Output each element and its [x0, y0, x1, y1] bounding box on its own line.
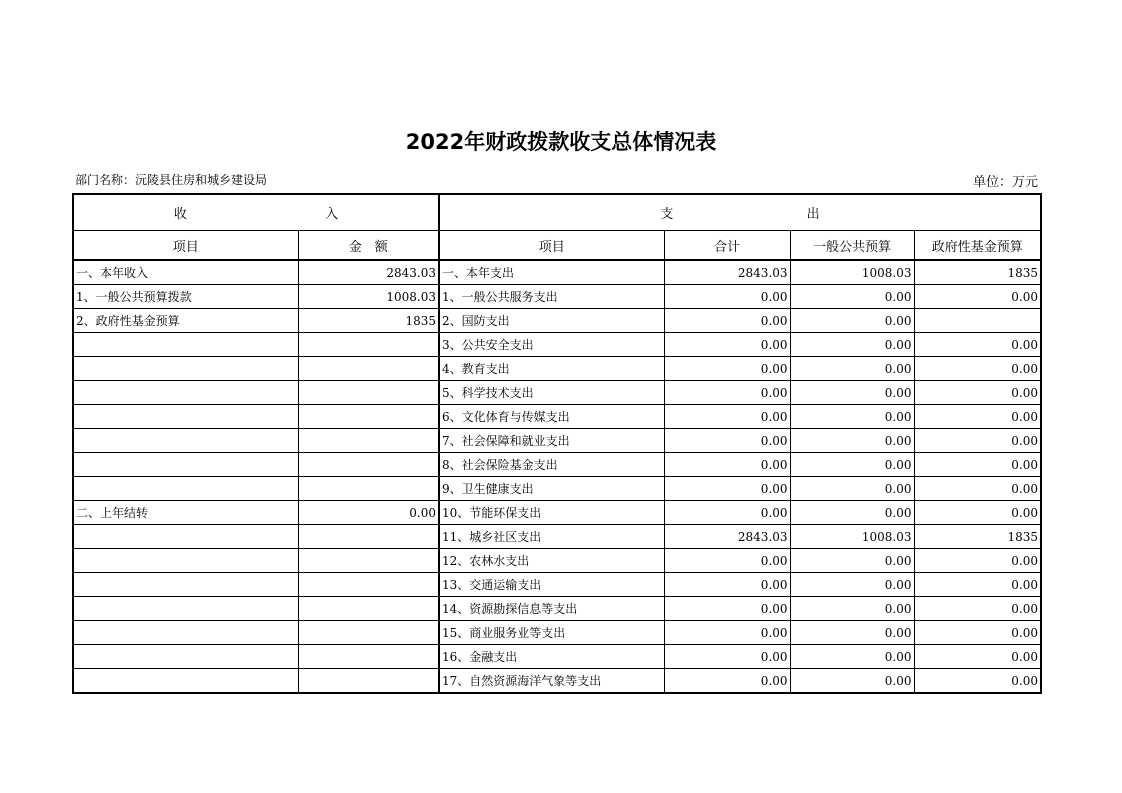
table-row — [73, 621, 1041, 645]
table-row — [73, 453, 1041, 477]
income-amount-cell — [298, 453, 439, 477]
total-cell: 0.00 — [664, 621, 790, 645]
col-header-income-item: 项目 — [73, 231, 298, 261]
income-header-right: 入 — [325, 207, 339, 222]
table-row — [73, 260, 1041, 285]
income-amount-cell — [298, 669, 439, 694]
income-amount-cell — [298, 477, 439, 501]
fund-budget-cell: 0.00 — [914, 453, 1041, 477]
income-item-cell: 2、政府性基金预算 — [73, 309, 298, 333]
general-budget-cell: 0.00 — [790, 333, 914, 357]
expense-item-cell: 9、卫生健康支出 — [439, 477, 664, 501]
total-cell: 0.00 — [664, 285, 790, 309]
expense-item-cell: 一、本年支出 — [439, 260, 664, 285]
fund-budget-cell: 0.00 — [914, 549, 1041, 573]
general-budget-cell: 0.00 — [790, 357, 914, 381]
table-row — [73, 573, 1041, 597]
general-budget-cell: 0.00 — [790, 645, 914, 669]
unit-label: 单位：万元 — [972, 175, 1038, 190]
income-item-cell — [73, 597, 298, 621]
general-budget-cell: 1008.03 — [790, 260, 914, 285]
expense-item-cell: 8、社会保险基金支出 — [439, 453, 664, 477]
income-item-cell — [73, 405, 298, 429]
table-row — [73, 669, 1041, 694]
general-budget-cell: 0.00 — [790, 621, 914, 645]
total-cell: 0.00 — [664, 669, 790, 694]
income-amount-cell — [298, 357, 439, 381]
fund-budget-cell: 0.00 — [914, 381, 1041, 405]
income-amount-cell — [298, 381, 439, 405]
table-row — [73, 285, 1041, 309]
general-budget-cell: 0.00 — [790, 669, 914, 694]
expense-item-cell: 17、自然资源海洋气象等支出 — [439, 669, 664, 694]
section-header-row — [73, 194, 1041, 231]
general-budget-cell: 0.00 — [790, 501, 914, 525]
total-cell: 0.00 — [664, 453, 790, 477]
expense-item-cell: 15、商业服务业等支出 — [439, 621, 664, 645]
income-amount-cell — [298, 405, 439, 429]
general-budget-cell: 0.00 — [790, 597, 914, 621]
expense-item-cell: 3、公共安全支出 — [439, 333, 664, 357]
col-header-total: 合计 — [664, 231, 790, 261]
col-header-amount: 金 额 — [298, 231, 439, 261]
income-amount-cell: 1835 — [298, 309, 439, 333]
income-header-left: 收 — [173, 207, 187, 222]
general-budget-cell: 0.00 — [790, 381, 914, 405]
total-cell: 0.00 — [664, 333, 790, 357]
fund-budget-cell: 0.00 — [914, 501, 1041, 525]
income-item-cell — [73, 645, 298, 669]
table-row — [73, 333, 1041, 357]
fund-budget-cell: 0.00 — [914, 573, 1041, 597]
fund-budget-cell: 0.00 — [914, 645, 1041, 669]
fund-budget-cell: 0.00 — [914, 669, 1041, 694]
fund-budget-cell: 0.00 — [914, 621, 1041, 645]
income-item-cell — [73, 453, 298, 477]
expense-item-cell: 4、教育支出 — [439, 357, 664, 381]
col-header-fund-budget: 政府性基金预算 — [914, 231, 1041, 261]
table-row — [73, 501, 1041, 525]
income-amount-cell — [298, 525, 439, 549]
col-header-expense-item: 项目 — [439, 231, 664, 261]
total-cell: 0.00 — [664, 645, 790, 669]
total-cell: 0.00 — [664, 357, 790, 381]
page-title: 2022年财政拨款收支总体情况表 — [405, 130, 717, 154]
fund-budget-cell: 0.00 — [914, 333, 1041, 357]
expense-item-cell: 11、城乡社区支出 — [439, 525, 664, 549]
general-budget-cell: 0.00 — [790, 477, 914, 501]
total-cell: 0.00 — [664, 501, 790, 525]
expense-item-cell: 2、国防支出 — [439, 309, 664, 333]
fund-budget-cell: 0.00 — [914, 405, 1041, 429]
income-amount-cell — [298, 429, 439, 453]
fund-budget-cell: 1835 — [914, 260, 1041, 285]
income-item-cell — [73, 669, 298, 694]
total-cell: 0.00 — [664, 597, 790, 621]
table-row — [73, 549, 1041, 573]
income-item-cell: 1、一般公共预算拨款 — [73, 285, 298, 309]
income-amount-cell: 1008.03 — [298, 285, 439, 309]
expense-item-cell: 13、交通运输支出 — [439, 573, 664, 597]
general-budget-cell: 0.00 — [790, 309, 914, 333]
table-row — [73, 429, 1041, 453]
income-amount-cell — [298, 645, 439, 669]
fund-budget-cell: 0.00 — [914, 597, 1041, 621]
total-cell: 0.00 — [664, 429, 790, 453]
total-cell: 0.00 — [664, 309, 790, 333]
table-row — [73, 477, 1041, 501]
income-item-cell — [73, 357, 298, 381]
total-cell: 2843.03 — [664, 525, 790, 549]
income-item-cell — [73, 477, 298, 501]
total-cell: 0.00 — [664, 549, 790, 573]
fund-budget-cell: 0.00 — [914, 285, 1041, 309]
income-amount-cell: 2843.03 — [298, 260, 439, 285]
income-amount-cell — [298, 549, 439, 573]
general-budget-cell: 0.00 — [790, 549, 914, 573]
total-cell: 0.00 — [664, 573, 790, 597]
expense-item-cell: 14、资源勘探信息等支出 — [439, 597, 664, 621]
income-item-cell — [73, 381, 298, 405]
income-amount-cell — [298, 333, 439, 357]
expense-header-right: 出 — [806, 207, 820, 222]
general-budget-cell: 0.00 — [790, 453, 914, 477]
table-row — [73, 645, 1041, 669]
income-item-cell — [73, 549, 298, 573]
table-row — [73, 405, 1041, 429]
expense-header-left: 支 — [660, 207, 674, 222]
expense-item-cell: 5、科学技术支出 — [439, 381, 664, 405]
total-cell: 0.00 — [664, 405, 790, 429]
general-budget-cell: 0.00 — [790, 285, 914, 309]
department-label: 部门名称：沅陵县住房和城乡建设局 — [75, 173, 268, 187]
income-item-cell: 一、本年收入 — [73, 260, 298, 285]
expense-item-cell: 16、金融支出 — [439, 645, 664, 669]
table-body — [73, 260, 1041, 693]
income-item-cell — [73, 429, 298, 453]
income-section-header — [73, 194, 439, 231]
expense-item-cell: 10、节能环保支出 — [439, 501, 664, 525]
fund-budget-cell: 0.00 — [914, 429, 1041, 453]
general-budget-cell: 0.00 — [790, 429, 914, 453]
expense-item-cell: 1、一般公共服务支出 — [439, 285, 664, 309]
general-budget-cell: 0.00 — [790, 573, 914, 597]
table-row — [73, 525, 1041, 549]
total-cell: 0.00 — [664, 381, 790, 405]
general-budget-cell: 0.00 — [790, 405, 914, 429]
income-item-cell — [73, 333, 298, 357]
table-row — [73, 597, 1041, 621]
expense-item-cell: 6、文化体育与传媒支出 — [439, 405, 664, 429]
income-item-cell — [73, 573, 298, 597]
table-row — [73, 357, 1041, 381]
expense-item-cell: 7、社会保障和就业支出 — [439, 429, 664, 453]
fund-budget-cell: 1835 — [914, 525, 1041, 549]
income-item-cell — [73, 621, 298, 645]
column-header-row — [73, 231, 1041, 261]
table-row — [73, 309, 1041, 333]
expense-item-cell: 12、农林水支出 — [439, 549, 664, 573]
income-amount-cell — [298, 597, 439, 621]
general-budget-cell: 1008.03 — [790, 525, 914, 549]
expense-section-header — [439, 194, 1041, 231]
total-cell: 0.00 — [664, 477, 790, 501]
income-amount-cell — [298, 621, 439, 645]
table-row — [73, 381, 1041, 405]
fund-budget-cell — [914, 309, 1041, 333]
income-item-cell — [73, 525, 298, 549]
fund-budget-cell: 0.00 — [914, 357, 1041, 381]
income-amount-cell: 0.00 — [298, 501, 439, 525]
col-header-general-budget: 一般公共预算 — [790, 231, 914, 261]
budget-table — [72, 193, 1042, 694]
total-cell: 2843.03 — [664, 260, 790, 285]
income-item-cell: 二、上年结转 — [73, 501, 298, 525]
fund-budget-cell: 0.00 — [914, 477, 1041, 501]
income-amount-cell — [298, 573, 439, 597]
